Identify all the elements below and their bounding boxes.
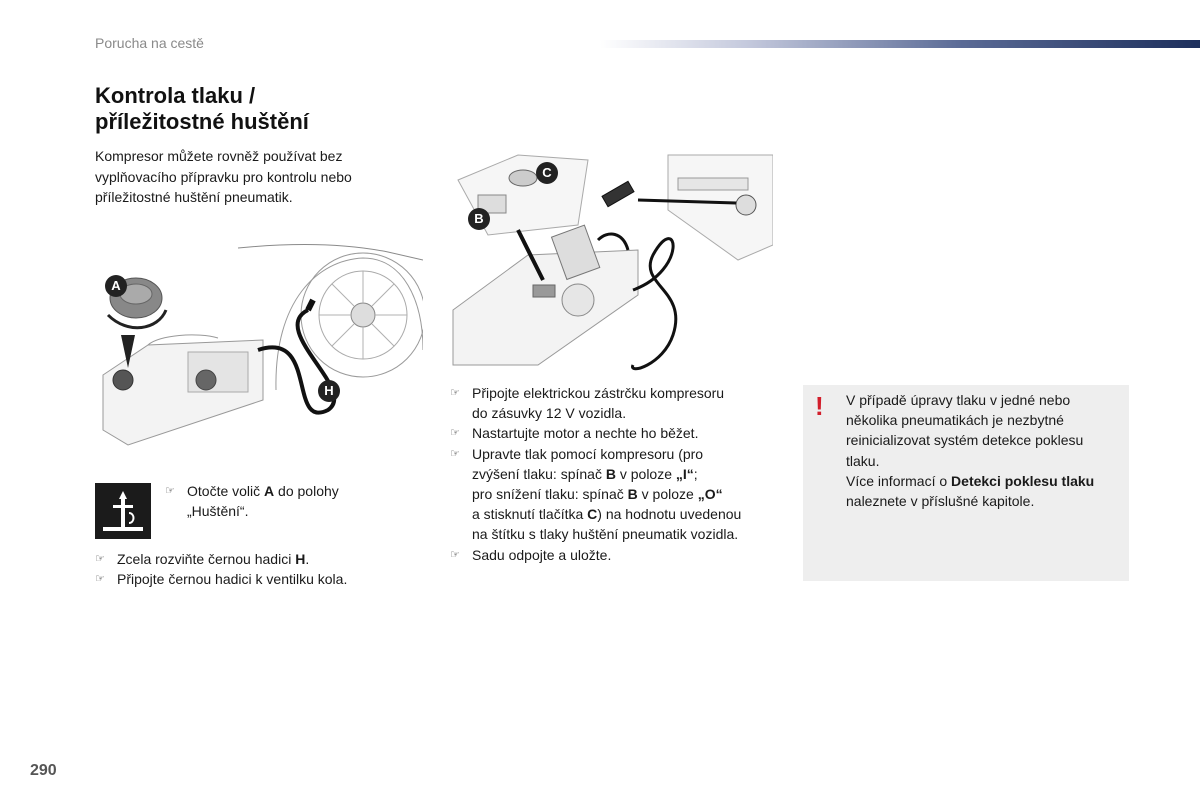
step-adjust-pressure: ☞ Upravte tlak pomocí kompresoru (pro zvýšení tlaku: spínač B v poloze „I“; pro snížení tlaku: spínač B v poloze „O“ a stisknutí tlačítka C) na hodnotu uvedenou na štítku s tlaky huštění pneumatik vozidla. (450, 445, 742, 543)
compressor-gauge (196, 370, 216, 390)
wheel-hub (351, 303, 375, 327)
bullet-icon: ☞ (165, 485, 175, 497)
bullet-icon: ☞ (95, 573, 105, 586)
callout-a: A (105, 275, 127, 297)
car-body-outline (238, 245, 423, 260)
callout-c: C (536, 162, 558, 184)
step-disconnect-kit: ☞ Sadu odpojte a uložte. (450, 545, 790, 565)
compressor-plug-illustration (448, 150, 773, 375)
page-title-line2: příležitostné huštění (95, 109, 309, 134)
warning-line: tlaku. (846, 452, 880, 469)
left-steps-top (165, 481, 385, 521)
step-unwind-hose: ☞ Zcela rozviňte černou hadici H. (95, 549, 415, 569)
bullet-icon: ☞ (450, 387, 460, 399)
step-connect-plug: ☞ Připojte elektrickou zástrčku kompresoru do zásuvky 12 V vozidla. (450, 385, 725, 422)
intro-line: Kompresor můžete rovněž používat bez (95, 148, 343, 164)
compressor-dial (113, 370, 133, 390)
intro-paragraph (95, 146, 395, 208)
bullet-icon: ☞ (450, 427, 460, 440)
left-steps-bottom (95, 549, 415, 589)
compressor-switch (533, 285, 555, 297)
page-number: 290 (30, 762, 57, 779)
compressor-panel (188, 352, 248, 392)
warning-line: V případě úpravy tlaku v jedné nebo (846, 392, 1071, 408)
bullet-icon: ☞ (450, 548, 460, 561)
socket-12v (736, 195, 756, 215)
warning-line: naleznete v příslušné kapitole. (846, 493, 1035, 510)
compressor-wheel-illustration (88, 240, 423, 455)
inflation-icon (95, 483, 151, 539)
open-lid-arrow (598, 234, 628, 250)
middle-steps (450, 383, 790, 565)
bullet-icon: ☞ (95, 553, 105, 565)
page-title-line1: Kontrola tlaku / (95, 83, 256, 108)
header-gradient-bar (600, 40, 1200, 48)
warning-line: Více informací o Detekci poklesu tlaku (846, 472, 1095, 489)
page-title (95, 83, 415, 135)
console-outline (668, 155, 773, 260)
intro-line: vyplňovacího přípravku pro kontrolu nebo (95, 168, 352, 185)
warning-text (846, 390, 1126, 511)
bullet-icon: ☞ (450, 447, 460, 460)
compressor-body (453, 250, 638, 365)
power-cable (633, 239, 676, 369)
step-connect-hose: ☞ Připojte černou hadici k ventilku kola. (95, 569, 415, 589)
step-start-engine: ☞ Nastartujte motor a nechte ho běžet. (450, 423, 790, 443)
callout-b: B (468, 208, 490, 230)
intro-line: příležitostné huštění pneumatik. (95, 189, 293, 205)
header-section-title: Porucha na cestě (95, 35, 204, 51)
warning-line: reinicializovat systém detekce poklesu (846, 432, 1084, 449)
callout-h: H (318, 380, 340, 402)
power-plug (602, 181, 634, 206)
button-c (509, 170, 537, 186)
warning-exclamation-icon: ! (815, 391, 824, 421)
warning-line: několika pneumatikách je nezbytné (846, 412, 1064, 429)
compressor-hose-port (562, 284, 594, 316)
step-turn-selector: ☞ Otočte volič A do polohy „Huštění“. (165, 483, 339, 520)
console-vent (678, 178, 748, 190)
